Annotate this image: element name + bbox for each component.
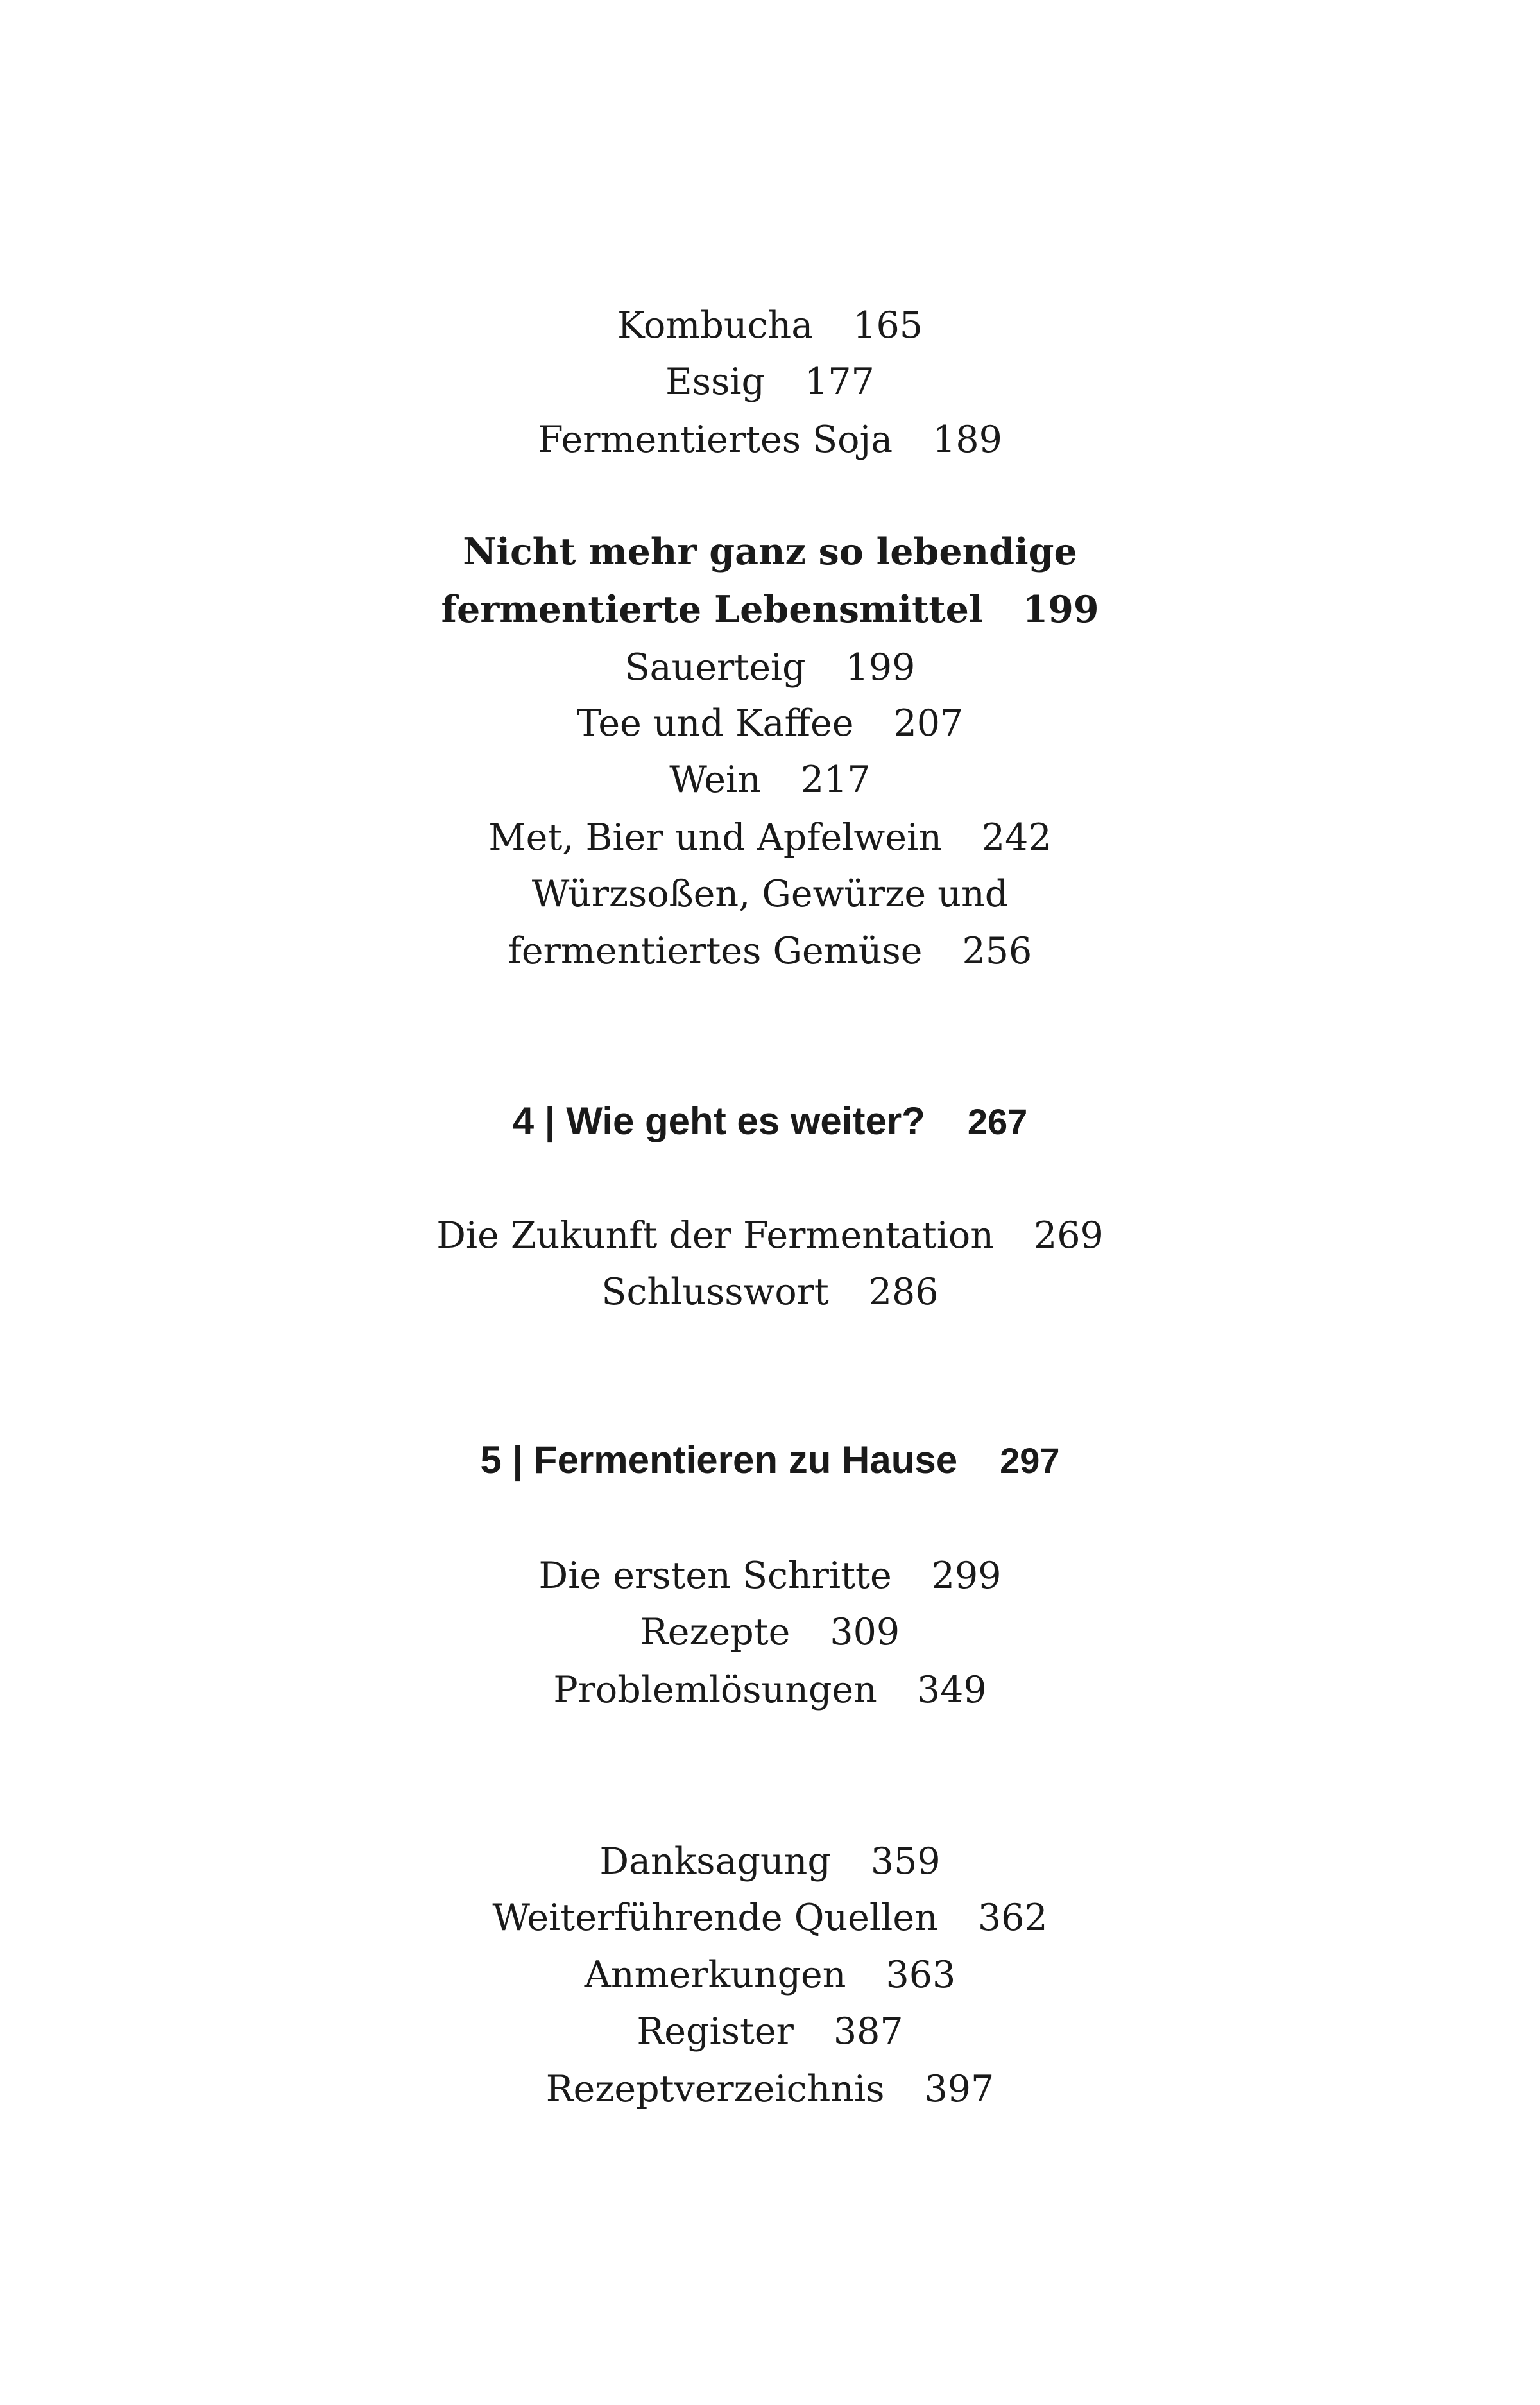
toc-entry-title: Die ersten Schritte — [538, 1555, 892, 1597]
toc-entry — [0, 1668, 1540, 1712]
toc-entry-title: Register — [637, 2010, 794, 2053]
toc-subheading-line1 — [0, 530, 1540, 574]
toc-chapter-page: 267 — [967, 1101, 1028, 1142]
toc-entry-page: 242 — [981, 816, 1052, 859]
toc-entry-page: 256 — [962, 930, 1032, 972]
toc-entry-page: 269 — [1033, 1214, 1104, 1257]
toc-entry-title: Tee und Kaffee — [576, 702, 854, 745]
toc-entry-title: Met, Bier und Apfelwein — [488, 816, 942, 859]
toc-entry — [0, 815, 1540, 860]
toc-entry — [0, 757, 1540, 802]
toc-entry-title: Rezeptverzeichnis — [545, 2068, 885, 2110]
toc-entry — [0, 1553, 1540, 1598]
toc-entry-page: 299 — [931, 1555, 1002, 1597]
toc-entry-page: 349 — [916, 1669, 987, 1711]
toc-entry — [0, 359, 1540, 404]
toc-entry-title: Schlusswort — [601, 1271, 829, 1313]
toc-entry-page: 359 — [870, 1840, 941, 1883]
toc-entry — [0, 417, 1540, 462]
toc-entry — [0, 2009, 1540, 2054]
toc-subheading-line2 — [0, 587, 1540, 632]
toc-entry — [0, 1610, 1540, 1655]
toc-entry — [0, 1839, 1540, 1884]
toc-entry-page: 217 — [800, 759, 871, 801]
toc-entry-title: Danksagung — [599, 1840, 831, 1883]
toc-subheading-title: Nicht mehr ganz so lebendige — [463, 530, 1077, 573]
toc-chapter-title: 5 | Fermentieren zu Hause — [480, 1438, 958, 1481]
toc-entry-page: 362 — [977, 1897, 1048, 1939]
toc-entry-page: 199 — [845, 646, 916, 689]
toc-entry — [0, 1270, 1540, 1315]
toc-chapter-heading — [0, 1436, 1540, 1485]
toc-entry — [0, 303, 1540, 348]
toc-entry — [0, 1213, 1540, 1258]
toc-entry-title: Rezepte — [640, 1611, 791, 1653]
toc-entry — [0, 645, 1540, 690]
toc-subheading-page: 199 — [1022, 588, 1099, 631]
toc-entry-title: Weiterführende Quellen — [492, 1897, 938, 1939]
toc-entry-line1 — [0, 872, 1540, 917]
toc-entry — [0, 701, 1540, 746]
toc-entry-page: 363 — [886, 1954, 956, 1996]
toc-entry-line2 — [0, 929, 1540, 974]
toc-entry-page: 165 — [853, 304, 923, 347]
toc-entry-title: Sauerteig — [624, 646, 806, 689]
toc-entry-page: 207 — [893, 702, 964, 745]
toc-subheading-title: fermentierte Lebensmittel — [441, 588, 983, 631]
toc-entry-title: Essig — [665, 361, 766, 403]
toc-entry-page: 387 — [833, 2010, 903, 2053]
toc-entry-title: Würzsoßen, Gewürze und — [531, 873, 1009, 915]
toc-entry-title: Fermentiertes Soja — [538, 418, 893, 461]
toc-chapter-title: 4 | Wie geht es weiter? — [512, 1099, 925, 1142]
toc-entry-page: 397 — [924, 2068, 995, 2110]
toc-entry-page: 177 — [805, 361, 875, 403]
toc-chapter-heading — [0, 1098, 1540, 1146]
toc-entry-title: Die Zukunft der Fermentation — [436, 1214, 994, 1257]
toc-entry-page: 309 — [830, 1611, 900, 1653]
toc-entry — [0, 2067, 1540, 2112]
toc-entry-page: 286 — [868, 1271, 939, 1313]
toc-entry-page: 189 — [932, 418, 1002, 461]
toc-entry — [0, 1895, 1540, 1940]
toc-entry-title: fermentiertes Gemüse — [508, 930, 923, 972]
toc-entry-title: Kombucha — [617, 304, 814, 347]
toc-chapter-page: 297 — [1000, 1440, 1060, 1481]
toc-entry-title: Anmerkungen — [584, 1954, 846, 1996]
toc-entry-title: Problemlösungen — [553, 1669, 877, 1711]
toc-entry-title: Wein — [669, 759, 761, 801]
toc-entry — [0, 1952, 1540, 1997]
